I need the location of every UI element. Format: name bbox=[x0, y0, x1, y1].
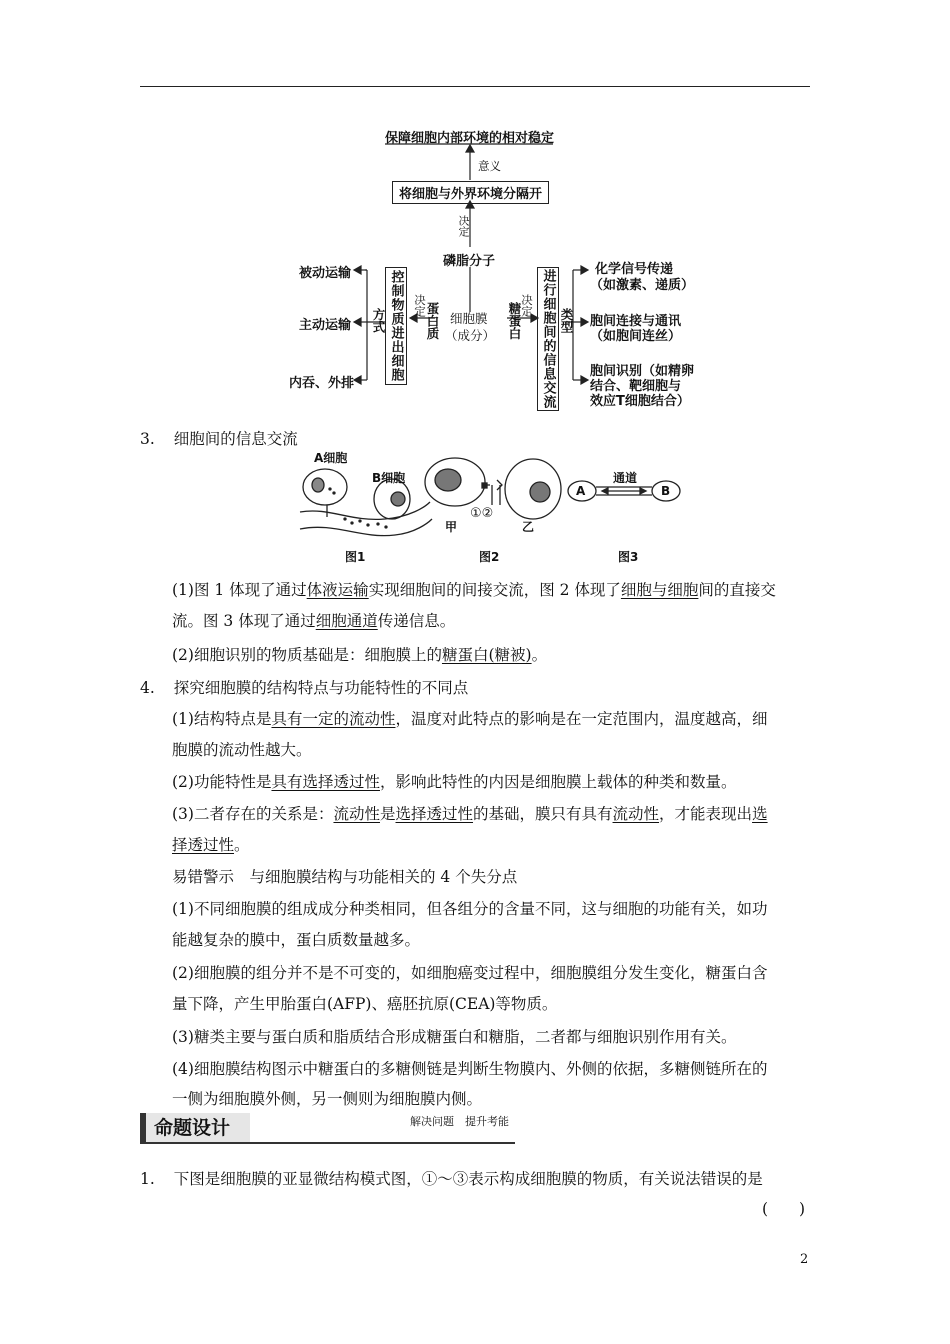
banner-title: 命题设计 bbox=[140, 1113, 250, 1143]
fig3-a: A bbox=[576, 484, 586, 498]
diagram-endo-exo: 内吞、外排 bbox=[289, 376, 355, 391]
diagram-composition: （成分） bbox=[445, 328, 496, 343]
diagram-control-box: 控制物质进出细胞 bbox=[385, 267, 407, 385]
warning-title: 易错警示 与细胞膜结构与功能相关的 4 个失分点 bbox=[172, 868, 518, 886]
diagram-info-box: 进行细胞间的信息交流 bbox=[537, 267, 559, 411]
cell-communication-figures bbox=[290, 447, 730, 565]
warning-3: (3)糖类主要与蛋白质和脂质结合形成糖蛋白和糖脂，二者都与细胞识别作用有关。 bbox=[172, 1028, 737, 1046]
question1-line bbox=[140, 1168, 763, 1190]
fig2-caption: 图2 bbox=[479, 550, 500, 564]
section3-p1-line2: 流。图 3 体现了通过细胞通道传递信息。 bbox=[172, 612, 456, 630]
section4-p3-line2: 择透过性。 bbox=[172, 836, 250, 854]
warning-1-line1: (1)不同细胞膜的组成成分种类相同，但各组分的含量不同，这与细胞的功能有关，如功 bbox=[172, 900, 768, 918]
diagram-protein: 蛋白质 bbox=[425, 302, 440, 340]
fig1-b-cell: B细胞 bbox=[372, 471, 406, 485]
diagram-glycoprotein: 糖蛋白 bbox=[507, 302, 522, 340]
concept-diagram bbox=[285, 122, 710, 412]
question1-number: 1. bbox=[140, 1170, 155, 1188]
diagram-chem1: 化学信号传递 bbox=[595, 262, 674, 277]
diagram-membrane: 细胞膜 bbox=[450, 311, 488, 326]
warning-4-line1: (4)细胞膜结构图示中糖蛋白的多糖侧链是判断生物膜内、外侧的依据，多糖侧链所在的 bbox=[172, 1060, 768, 1078]
diagram-phospholipid: 磷脂分子 bbox=[443, 254, 496, 269]
diagram-active: 主动运输 bbox=[299, 318, 352, 333]
diagram-junc1: 胞间连接与通讯 bbox=[590, 314, 682, 329]
section3-number: 3. bbox=[140, 430, 155, 448]
diagram-recog3: 效应T细胞结合） bbox=[590, 394, 690, 409]
section3-p1-line1: (1)图 1 体现了通过体液运输实现细胞间的间接交流，图 2 体现了细胞与细胞间的直接交 bbox=[172, 581, 776, 599]
section4-title: 探究细胞膜的结构特点与功能特性的不同点 bbox=[173, 679, 469, 697]
diagram-meaning-label: 意义 bbox=[478, 159, 501, 173]
question1-answer-paren: ( ) bbox=[762, 1200, 806, 1218]
diagram-type-label: 类型 bbox=[559, 308, 574, 333]
section4-p1-line1: (1)结构特点是具有一定的流动性，温度对此特点的影响是在一定范围内，温度越高，细 bbox=[172, 710, 768, 728]
fig3-channel: 通道 bbox=[613, 471, 638, 485]
diagram-junc2: （如胞间连丝） bbox=[590, 329, 682, 344]
section3-title: 细胞间的信息交流 bbox=[173, 430, 298, 448]
fig2-yi: 乙 bbox=[522, 520, 535, 534]
banner-subtitle: 解决问题 提升考能 bbox=[410, 1115, 509, 1128]
diagram-chem2: （如激素、递质） bbox=[590, 278, 695, 293]
diagram-top-label: 保障细胞内部环境的相对稳定 bbox=[385, 131, 555, 146]
fig2-circled: ①② bbox=[470, 506, 494, 521]
warning-1-line2: 能越复杂的膜中，蛋白质数量越多。 bbox=[172, 931, 421, 949]
section-banner bbox=[140, 1113, 810, 1143]
section4-p1-line2: 胞膜的流动性越大。 bbox=[172, 741, 312, 759]
question1-text: 下图是细胞膜的亚显微结构模式图，①～③表示构成细胞膜的物质，有关说法错误的是 bbox=[173, 1170, 763, 1188]
fig3-caption: 图3 bbox=[618, 550, 639, 564]
warning-2-line2: 量下降，产生甲胎蛋白(AFP)、癌胚抗原(CEA)等物质。 bbox=[172, 995, 558, 1013]
warning-4-line2: 一侧为细胞膜外侧，另一侧则为细胞膜内侧。 bbox=[172, 1090, 483, 1108]
diagram-passive: 被动运输 bbox=[299, 266, 352, 281]
fig3-b: B bbox=[661, 484, 671, 498]
diagram-separate-box: 将细胞与外界环境分隔开 bbox=[392, 181, 549, 204]
page-number: 2 bbox=[800, 1252, 809, 1267]
diagram-mode-label: 方式 bbox=[371, 308, 386, 333]
section4-p2: (2)功能特性是具有选择透过性，影响此特性的内因是细胞膜上载体的种类和数量。 bbox=[172, 773, 737, 791]
banner-underline bbox=[140, 1142, 515, 1144]
section4-heading bbox=[140, 677, 468, 699]
diagram-determine-vertical: 决定 bbox=[457, 215, 470, 237]
diagram-recog2: 结合、靶细胞与 bbox=[590, 379, 682, 394]
diagram-recog1: 胞间识别（如精卵 bbox=[590, 364, 695, 379]
fig2-jia: 甲 bbox=[445, 520, 458, 534]
warning-2-line1: (2)细胞膜的组分并不是不可变的，如细胞癌变过程中，细胞膜组分发生变化，糖蛋白含 bbox=[172, 964, 768, 982]
diagram-determine-left: 决定 bbox=[413, 294, 427, 317]
section4-p3-line1: (3)二者存在的关系是：流动性是选择透过性的基础，膜只有具有流动性，才能表现出选 bbox=[172, 805, 768, 823]
top-rule bbox=[140, 86, 810, 87]
section3-heading bbox=[140, 428, 298, 450]
section4-number: 4. bbox=[140, 679, 155, 697]
diagram-determine-right: 决定 bbox=[520, 294, 534, 317]
section3-p2: (2)细胞识别的物质基础是：细胞膜上的糖蛋白(糖被)。 bbox=[172, 646, 548, 664]
fig1-caption: 图1 bbox=[345, 550, 366, 564]
fig1-a-cell: A细胞 bbox=[314, 451, 348, 465]
